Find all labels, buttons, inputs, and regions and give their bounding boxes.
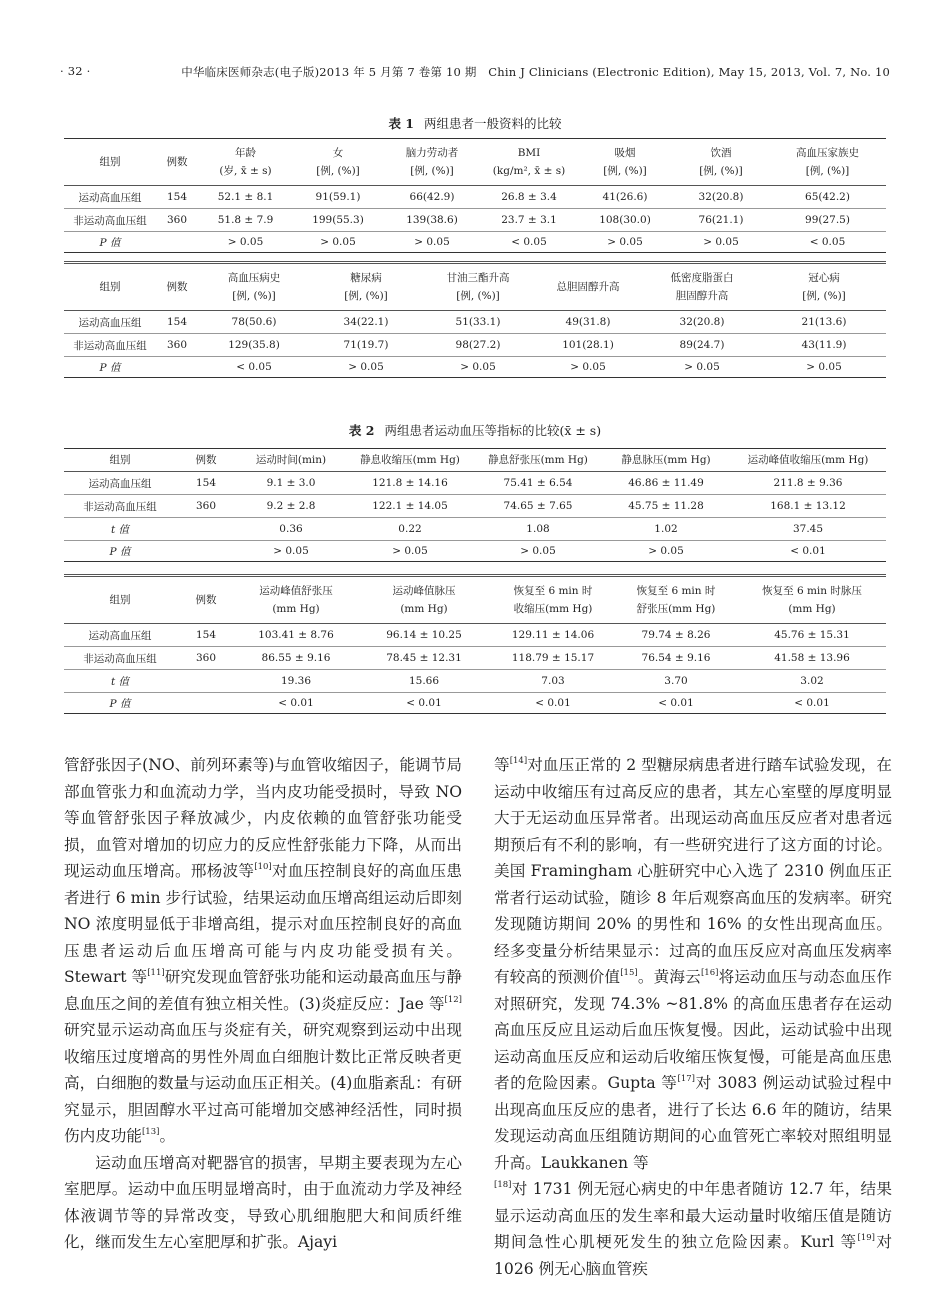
citation-ref: [19] [857, 1233, 875, 1243]
table-cell: 49(31.8) [534, 311, 642, 334]
table-cell: 43(11.9) [762, 334, 886, 357]
table-cell: > 0.05 [703, 236, 739, 248]
column-header [769, 139, 886, 186]
column-header [310, 263, 422, 311]
table-cell: > 0.05 [273, 545, 309, 557]
column-header [356, 576, 492, 624]
table1-part2 [64, 261, 886, 378]
table-cell: 360 [156, 209, 198, 232]
column-header-line1: 例数 [195, 594, 217, 606]
column-header-line2: [例, (%)] [316, 165, 360, 177]
table-cell: 51.8 ± 7.9 [198, 209, 293, 232]
column-header [293, 139, 383, 186]
table2-label: 表 2 [348, 423, 375, 438]
citation-ref: [15] [620, 968, 638, 978]
table-row [64, 472, 886, 495]
column-header-line1: 女 [332, 147, 344, 159]
column-header-line2: [例, (%)] [410, 165, 454, 177]
table-cell: > 0.05 [570, 361, 606, 373]
table-row [64, 186, 886, 209]
table-cell: > 0.05 [414, 236, 450, 248]
citation-ref: [12] [444, 994, 462, 1005]
table-cell: 96.14 ± 10.25 [356, 624, 492, 647]
table-row [64, 357, 886, 378]
column-header-line1: 恢复至 6 min 时 [636, 585, 716, 597]
body-text [64, 752, 892, 1282]
table-cell: 103.41 ± 8.76 [236, 624, 356, 647]
column-header [198, 139, 293, 186]
table-cell: 运动高血压组 [64, 186, 156, 209]
table-cell: 1.02 [602, 518, 730, 541]
paragraph-text: 对 1731 例无冠心病史的中年患者随访 12.7 年，结果显示运动高血压的发生率和最大运动量时收缩压值是随访期间急性心肌梗死发生的独立危险因素。Kurl 等 [494, 1180, 892, 1251]
table-cell [176, 670, 236, 693]
column-header-line1: 高血压病史 [227, 272, 281, 284]
column-header: 例数 [195, 454, 217, 466]
table-cell: 32(20.8) [673, 186, 769, 209]
paragraph-text: 对 1026 例无心脑血管疾 [494, 1233, 892, 1278]
table-cell: 154 [176, 472, 236, 495]
table-row [64, 624, 886, 647]
column-header-line2: [例, (%)] [603, 165, 647, 177]
column-header: 运动峰值收缩压(mm Hg) [747, 454, 869, 466]
table-cell: 45.76 ± 15.31 [738, 624, 886, 647]
table-cell: t 值 [64, 518, 176, 541]
table-cell: 79.74 ± 8.26 [614, 624, 738, 647]
table-cell: > 0.05 [392, 545, 428, 557]
table-cell: < 0.01 [794, 697, 830, 709]
citation-ref: [16] [700, 968, 719, 978]
paragraph [64, 1150, 462, 1256]
column-header-line1: 例数 [166, 156, 188, 168]
table-cell: 23.7 ± 3.1 [481, 209, 577, 232]
table-cell: > 0.05 [348, 361, 384, 373]
column-header-line1: 年龄 [235, 147, 256, 159]
table-cell: 86.55 ± 9.16 [236, 647, 356, 670]
table-cell: 78.45 ± 12.31 [356, 647, 492, 670]
column-header-line2: [例, (%)] [456, 290, 500, 302]
column-header [64, 139, 156, 186]
paragraph-text: 。 [159, 1127, 176, 1145]
column-header-line2: [例, (%)] [232, 290, 276, 302]
table-row [64, 647, 886, 670]
column-header-line2: [例, (%)] [699, 165, 743, 177]
table-cell: 360 [156, 334, 198, 357]
table-cell: 91(59.1) [293, 186, 383, 209]
column-header [64, 263, 156, 311]
table-cell: 199(55.3) [293, 209, 383, 232]
column-header-line1: 组别 [99, 156, 121, 168]
table-cell: 101(28.1) [534, 334, 642, 357]
table-cell: 74.65 ± 7.65 [474, 495, 602, 518]
table-cell: P 值 [109, 697, 131, 710]
paragraph-text: 研究显示运动高血压与炎症有关，研究观察到运动中出现收缩压过度增高的男性外周血白细胞计数比正常反映者更高，白细胞的数量与运动血压正相关。(4)血脂紊乱：有研究显示，胆固醇水平过高可能增加交感神经活性，同时损伤内皮功能 [64, 1021, 462, 1145]
table-cell: 26.8 ± 3.4 [481, 186, 577, 209]
column-header-line2: (mm Hg) [272, 603, 320, 615]
table-cell: 15.66 [356, 670, 492, 693]
column-header-line2: (岁, x̄ ± s) [219, 165, 272, 177]
table-cell: 360 [176, 495, 236, 518]
table2-caption [0, 421, 950, 439]
column-header-line1: 脑力劳动者 [405, 147, 459, 159]
table-row [64, 495, 886, 518]
table2-title: 两组患者运动血压等指标的比较(x̄ ± s) [384, 423, 602, 438]
column-header [156, 139, 198, 186]
column-header-line2: [例, (%)] [344, 290, 388, 302]
table-row [64, 541, 886, 562]
column-header-line2: 舒张压(mm Hg) [636, 603, 716, 615]
table-cell: > 0.05 [806, 361, 842, 373]
table-cell: > 0.05 [684, 361, 720, 373]
table-cell: 98(27.2) [422, 334, 534, 357]
paragraph [64, 752, 462, 1150]
column-header [642, 263, 762, 311]
table-cell [176, 541, 236, 562]
column-header: 静息收缩压(mm Hg) [360, 454, 460, 466]
column-header-line1: 吸烟 [614, 147, 636, 159]
table2-part2 [64, 574, 886, 714]
citation-ref: [10] [254, 862, 272, 872]
column-header [383, 139, 481, 186]
table-row [64, 693, 886, 714]
column-header-line2: 收缩压(mm Hg) [513, 603, 593, 615]
table1-label: 表 1 [388, 116, 415, 131]
table-cell: 129(35.8) [198, 334, 310, 357]
table-cell: 78(50.6) [198, 311, 310, 334]
table-cell: 37.45 [730, 518, 886, 541]
table-cell: t 值 [64, 670, 176, 693]
table-cell: 154 [156, 311, 198, 334]
table-cell [156, 357, 198, 378]
table-cell: 3.02 [738, 670, 886, 693]
paragraph-text: 将运动血压与动态血压作对照研究，发现 74.3% ~81.8% 的高血压患者存在运动高血压反应且运动后血压恢复慢。因此，运动试验中出现运动高血压反应和运动后收缩压恢复慢，可能是高血压患者的危险因素。Gupta 等 [494, 968, 892, 1092]
table-cell: 65(42.2) [769, 186, 886, 209]
header-row [64, 139, 886, 186]
paragraph [494, 1176, 892, 1282]
column-header-line2: (mm Hg) [400, 603, 448, 615]
table-cell: < 0.05 [809, 236, 846, 248]
table1-title: 两组患者一般资料的比较 [424, 116, 562, 131]
table-cell: 9.2 ± 2.8 [236, 495, 346, 518]
table-cell: 非运动高血压组 [64, 495, 176, 518]
column-header [492, 576, 614, 624]
table-cell: P 值 [109, 545, 131, 558]
column-header-line1: 例数 [166, 281, 188, 293]
table-cell: 41(26.6) [577, 186, 673, 209]
column-header [64, 576, 176, 624]
column-header-line1: 甘油三酯升高 [446, 272, 510, 284]
column-header [481, 139, 577, 186]
journal-info: 中华临床医师杂志(电子版)2013 年 5 月第 7 卷第 10 期 Chin J Clinicians (Electronic Edition), May 15, 2013, Vol. 7, No. 10 [181, 65, 890, 79]
citation-ref: [18] [494, 1180, 512, 1190]
column-header-line1: BMI [517, 147, 541, 159]
table-cell: 46.86 ± 11.49 [602, 472, 730, 495]
table-cell: < 0.01 [790, 545, 826, 557]
column-header-line1: 低密度脂蛋白 [670, 272, 734, 284]
column-header-line1: 冠心病 [808, 272, 840, 284]
table1 [64, 138, 886, 253]
table-cell: 76(21.1) [673, 209, 769, 232]
table-row [64, 518, 886, 541]
column-header-line1: 组别 [109, 594, 131, 606]
column-header: 静息舒张压(mm Hg) [488, 454, 588, 466]
paragraph-text: 管舒张因子(NO、前列环素等)与血管收缩因子，能调节局部血管张力和血流动力学，当内皮功能受损时，导致 NO 等血管舒张因子释放减少，内皮依赖的血管舒张功能受损，血管对增加的切应力的反应性舒张能力下降，从而出现运动血压增高。邢杨波等 [64, 756, 462, 880]
table-cell: 41.58 ± 13.96 [738, 647, 886, 670]
paragraph-text: 。黄海云 [637, 968, 701, 986]
table-cell: P 值 [99, 236, 121, 249]
table-cell: 45.75 ± 11.28 [602, 495, 730, 518]
paragraph-text: 对 3083 例运动试验过程中出现高血压反应的患者，进行了长达 6.6 年的随访，结果发现运动高血压组随访期间的心血管死亡率较对照组明显升高。Laukkanen 等 [494, 1074, 892, 1172]
paragraph-text: 研究发现血管舒张功能和运动最高血压与静息血压之间的差值有独立相关性。(3)炎症反应：Jae 等 [64, 968, 462, 1013]
table-row [64, 334, 886, 357]
table-cell: > 0.05 [460, 361, 496, 373]
column-header: 运动时间(min) [255, 454, 327, 466]
table2 [64, 448, 886, 562]
table-cell: 运动高血压组 [64, 311, 156, 334]
table-cell: 168.1 ± 13.12 [730, 495, 886, 518]
column-header-line1: 恢复至 6 min 时 [513, 585, 593, 597]
table-cell: > 0.05 [607, 236, 643, 248]
table-cell: < 0.01 [658, 697, 694, 709]
paragraph-text: 运动血压增高对靶器官的损害，早期主要表现为左心室肥厚。运动中血压明显增高时，由于血流动力学及神经体液调节等的异常改变，导致心肌细胞肥大和间质纤维化，继而发生左心室肥厚和扩张。Ajayi [64, 1153, 462, 1251]
table-cell: > 0.05 [648, 545, 684, 557]
table1-caption [0, 114, 950, 132]
table-cell: 运动高血压组 [64, 472, 176, 495]
table-cell [176, 693, 236, 714]
table-cell: 66(42.9) [383, 186, 481, 209]
table-row [64, 209, 886, 232]
column-header: 组别 [109, 454, 131, 466]
table-cell: 89(24.7) [642, 334, 762, 357]
paragraph-text: 对血压正常的 2 型糖尿病患者进行踏车试验发现，在运动中收缩压有过高反应的患者，其左心室壁的厚度明显大于无运动血压异常者。出现运动高血压反应者对患者远期预后有不利的影响，有一些研究进行了这方面的讨论。美国 Framingham 心脏研究中心入选了 2310 例血压正常者行运动试验，随诊 8 年后观察高血压的发病率。研究发现随访期间 20% 的男性和 16% 的女性出现高血压。经多变量分析结果显示：过高的血压反应对高血压发病率有较高的预测价值 [494, 756, 892, 986]
citation-ref: [14] [509, 756, 528, 766]
table-cell: 71(19.7) [310, 334, 422, 357]
column-header-line1: 糖尿病 [350, 272, 382, 284]
table-cell: 非运动高血压组 [64, 647, 176, 670]
column-header [422, 263, 534, 311]
column-header-line1: 高血压家族史 [796, 147, 859, 159]
column-header-line1: 组别 [99, 281, 121, 293]
table-cell: 154 [156, 186, 198, 209]
table-cell: 211.8 ± 9.36 [730, 472, 886, 495]
table-cell: 34(22.1) [310, 311, 422, 334]
table-cell: 0.22 [346, 518, 474, 541]
table-cell [176, 518, 236, 541]
header-row [64, 263, 886, 311]
left-column [64, 752, 462, 1282]
column-header-line1: 运动峰值舒张压 [259, 585, 333, 597]
table-cell: 154 [176, 624, 236, 647]
column-header-line1: 饮酒 [710, 147, 732, 159]
table-cell: < 0.05 [511, 236, 547, 248]
column-header [198, 263, 310, 311]
table-cell [156, 232, 198, 253]
header-row [64, 576, 886, 624]
table-cell: 1.08 [474, 518, 602, 541]
table-cell: 7.03 [492, 670, 614, 693]
table-cell: > 0.05 [320, 236, 356, 248]
column-header [762, 263, 886, 311]
column-header [236, 576, 356, 624]
table-cell: < 0.01 [278, 697, 314, 709]
table-cell: 118.79 ± 15.17 [492, 647, 614, 670]
citation-ref: [17] [677, 1074, 695, 1084]
column-header [534, 263, 642, 311]
table-cell: P 值 [99, 361, 121, 374]
table-cell: 360 [176, 647, 236, 670]
column-header [176, 576, 236, 624]
table-row [64, 670, 886, 693]
table-cell: 51(33.1) [422, 311, 534, 334]
column-header [156, 263, 198, 311]
page-number: · 32 · [60, 64, 91, 78]
table-cell: 32(20.8) [642, 311, 762, 334]
table-cell: 76.54 ± 9.16 [614, 647, 738, 670]
table-cell: < 0.05 [236, 361, 272, 373]
column-header-line1: 运动峰值脉压 [392, 585, 456, 597]
table-cell: 139(38.6) [383, 209, 481, 232]
table-cell: 运动高血压组 [64, 624, 176, 647]
table-cell: < 0.01 [406, 697, 442, 709]
column-header-line2: (kg/m², x̄ ± s) [492, 165, 566, 177]
table-cell: 非运动高血压组 [64, 334, 156, 357]
column-header [614, 576, 738, 624]
table-cell: 108(30.0) [577, 209, 673, 232]
table-cell: 75.41 ± 6.54 [474, 472, 602, 495]
table-cell: 99(27.5) [769, 209, 886, 232]
citation-ref: [11] [147, 968, 165, 978]
table-cell: 非运动高血压组 [64, 209, 156, 232]
column-header-line2: 胆固醇升高 [675, 290, 729, 302]
column-header [673, 139, 769, 186]
table-cell: 52.1 ± 8.1 [198, 186, 293, 209]
table-cell: 122.1 ± 14.05 [346, 495, 474, 518]
table-cell: 21(13.6) [762, 311, 886, 334]
right-column [494, 752, 892, 1282]
column-header [738, 576, 886, 624]
column-header-line1: 恢复至 6 min 时脉压 [762, 585, 862, 597]
citation-ref: [13] [141, 1127, 160, 1137]
paragraph-text: 等 [494, 756, 510, 774]
table-cell: > 0.05 [227, 236, 264, 248]
table-cell: 121.8 ± 14.16 [346, 472, 474, 495]
table-cell: 19.36 [236, 670, 356, 693]
table-cell: > 0.05 [520, 545, 556, 557]
table-cell: < 0.01 [535, 697, 571, 709]
paragraph [494, 752, 892, 1176]
column-header: 静息脉压(mm Hg) [621, 454, 711, 466]
column-header-line1: 总胆固醇升高 [556, 281, 620, 293]
column-header [577, 139, 673, 186]
table-cell: 0.36 [236, 518, 346, 541]
table-cell: 129.11 ± 14.06 [492, 624, 614, 647]
table-cell: 9.1 ± 3.0 [236, 472, 346, 495]
column-header-line2: [例, (%)] [802, 290, 846, 302]
column-header-line2: [例, (%)] [805, 165, 850, 177]
table-row [64, 311, 886, 334]
column-header-line2: (mm Hg) [788, 603, 836, 615]
table-cell: 3.70 [614, 670, 738, 693]
paragraph-text: 对血压控制良好的高血压患者进行 6 min 步行试验，结果运动血压增高组运动后即刻 NO 浓度明显低于非增高组，提示对血压控制良好的高血压患者运动后血压增高可能与内皮功能受损有关。Stewart 等 [64, 862, 462, 986]
header-row [64, 449, 886, 472]
table-row [64, 232, 886, 253]
